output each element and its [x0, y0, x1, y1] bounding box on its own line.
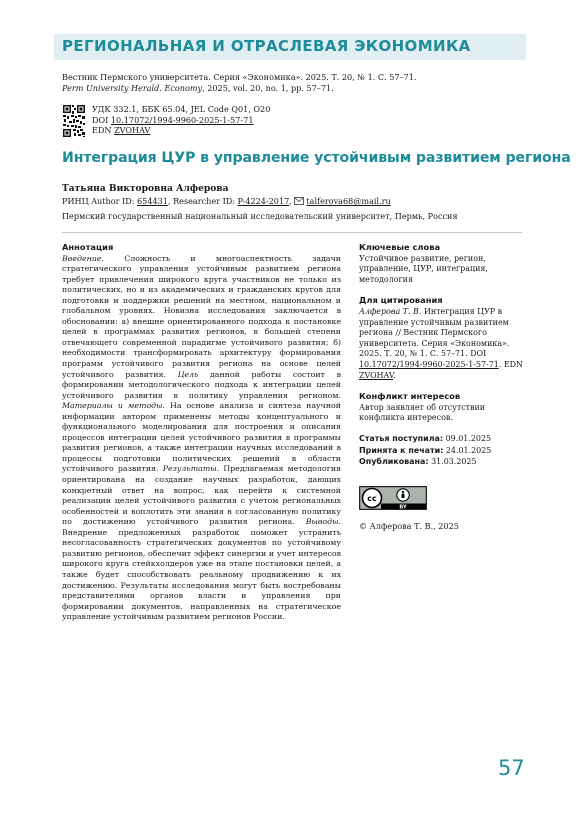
citation-en-rest: , 2025, vol. 20, no. 1, pp. 57–71. [202, 83, 334, 93]
rinc-label: РИНЦ Author ID: [62, 196, 138, 206]
accepted-label: Принята к печати: [359, 445, 444, 455]
cite-text [359, 307, 529, 381]
abstract-intro-text: Сложность и многоаспектность задачи стратегического управления устойчивым развитием региона требует привлечения широкого круга участников не только из политических, но и из академических и гражданских кругов для подготовки и поддержки решений на местном, национальном и глобальном уровнях. Новизна исследования заключается в обосновании: а) внешне ориентированного подхода к постановке целей в программах развития регионов, в большей степени отвечающего современной парадигме устойчивого развития; б) необходимости трансформировать архитектуру формирования программ устойчивого развития региона на основе целей устойчивого развития. [62, 253, 341, 379]
doi-link[interactable]: 10.17072/1994-9960-2025-1-57-71 [110, 114, 254, 125]
abstract-body [62, 254, 341, 623]
mail-icon [294, 197, 304, 205]
keywords-block [359, 242, 529, 285]
article-title: Интеграция ЦУР в управление устойчивым развитием региона [62, 150, 571, 166]
dates-block [359, 434, 529, 468]
author-name: Татьяна Викторовна Алферова [62, 183, 229, 194]
author-affiliation: Пермский государственный национальный исследовательский университет, Пермь, Россия [62, 211, 458, 221]
abstract-intro-label: Введение. [62, 253, 104, 263]
edn-line [92, 125, 392, 136]
accepted-date: 24.01.2025 [443, 445, 492, 455]
citation-ru: Вестник Пермского университета. Серия «Экономика». 2025. Т. 20, № 1. С. 57–71. [62, 72, 417, 82]
svg-text:cc: cc [367, 494, 377, 503]
cite-heading: Для цитирования [359, 295, 443, 306]
abstract-paragraph [62, 254, 341, 623]
abstract-results-label: Результаты. [162, 464, 220, 474]
abstract-conclusions-label: Выводы. [305, 517, 341, 527]
abstract-section [62, 242, 341, 623]
keywords-text: Устойчивое развитие, регион, управление, ЦУР, интеграция, методология [359, 253, 488, 284]
cite-body: Интеграция ЦУР в управление устойчивым развитием региона // Вестник Пермского университета. Серия «Экономика». 2025. Т. 20, № 1. С. 57–71. DOI [359, 306, 510, 359]
conflict-text: Автор заявляет об отсутствии конфликта интересов. [359, 402, 486, 423]
cite-author: Алферова Т. В. [359, 306, 422, 316]
section-banner [54, 34, 526, 60]
conflict-heading: Конфликт интересов [359, 391, 461, 402]
published-row [359, 457, 529, 468]
journal-citation [62, 72, 522, 94]
edn-label: EDN [92, 125, 115, 135]
cite-edn-link[interactable]: ZVOHAV [359, 370, 394, 380]
abstract-results-text: Предлагаемая методология ориентирована на создание научных разработок, дающих конкретный ответ на вопрос, как перейти к системной реализации целей устойчивого развития с учетом региональных особенностей и воплотить эти знания в согласованную политику по достижению устойчивого развития региона. [62, 464, 342, 527]
section-title: РЕГИОНАЛЬНАЯ И ОТРАСЛЕВАЯ ЭКОНОМИКА [62, 37, 471, 55]
author-ids [62, 196, 391, 206]
citation-en [62, 83, 522, 94]
abstract-goal-label: Цель [177, 369, 199, 379]
published-label: Опубликована: [359, 457, 429, 467]
citation-en-journal: Perm University Herald. Economy [62, 83, 203, 93]
cite-end: . [393, 370, 396, 380]
doi-line [92, 115, 392, 126]
conflict-block [359, 391, 529, 424]
doi-label: DOI [92, 114, 111, 125]
page-number: 57 [498, 756, 525, 780]
author-email-link[interactable]: talferova68@mail.ru [306, 196, 391, 206]
received-row [359, 434, 529, 445]
received-label: Статья поступила: [359, 433, 444, 443]
published-date: 31.03.2025 [428, 457, 477, 467]
researcher-label: , Researcher ID: [167, 196, 238, 206]
abstract-methods-text: На основе анализа и синтеза научной информации автором применены методы концептуального и функционального моделирования для построения и описания процессов интеграции целей устойчивого развития в программы развития регионов, а также интеграции научных исследований в процессы подготовки политических решений в области устойчивого развития. [62, 401, 341, 474]
received-date: 09.01.2025 [443, 433, 492, 443]
keywords-heading: Ключевые слова [359, 242, 441, 252]
abstract-goal-text: данной работы состоит в формировании методологического подхода к интеграции целей устойчивого развития в политику управления регионом. [62, 369, 341, 400]
researcher-id-link[interactable]: P-4224-2017 [237, 196, 290, 206]
cite-doi-link[interactable]: 10.17072/1994-9960-2025-1-57-71 [359, 359, 499, 369]
accepted-row [359, 446, 529, 457]
divider [62, 232, 522, 233]
abstract-conclusions-text: Внедрение предложенных разработок поможет устранить несогласованность стратегических документов по устойчивому развитию регионов, обеспечит эффект синергии и учет интересов широкого круга стейкхолдеров уже на этапе постановки целей, а также будет способствовать реальному продвижению к их достижению. Результаты исследования могут быть востребованы представителями органов власти и управления при формировании документов, направленных на стратегическое управление устойчивым развитием регионов России. [62, 527, 341, 622]
rinc-id-link[interactable]: 654431 [137, 196, 168, 206]
qr-code-icon [62, 104, 86, 138]
cc-badge-label: BY [399, 504, 407, 510]
cite-edn-label: . EDN [498, 359, 523, 369]
sidebar-info [359, 242, 529, 469]
id-separator: , [289, 196, 295, 206]
abstract-heading: Аннотация [62, 242, 114, 252]
cite-block [359, 295, 529, 381]
cc-by-license-icon[interactable] [359, 486, 427, 510]
edn-link[interactable]: ZVOHAV [114, 125, 151, 135]
abstract-methods-label: Материалы и методы. [62, 401, 166, 411]
copyright: © Алферова Т. В., 2025 [359, 521, 459, 531]
udc-line: УДК 332.1, ББК 65.04, JEL Code Q01, O20 [92, 104, 271, 114]
